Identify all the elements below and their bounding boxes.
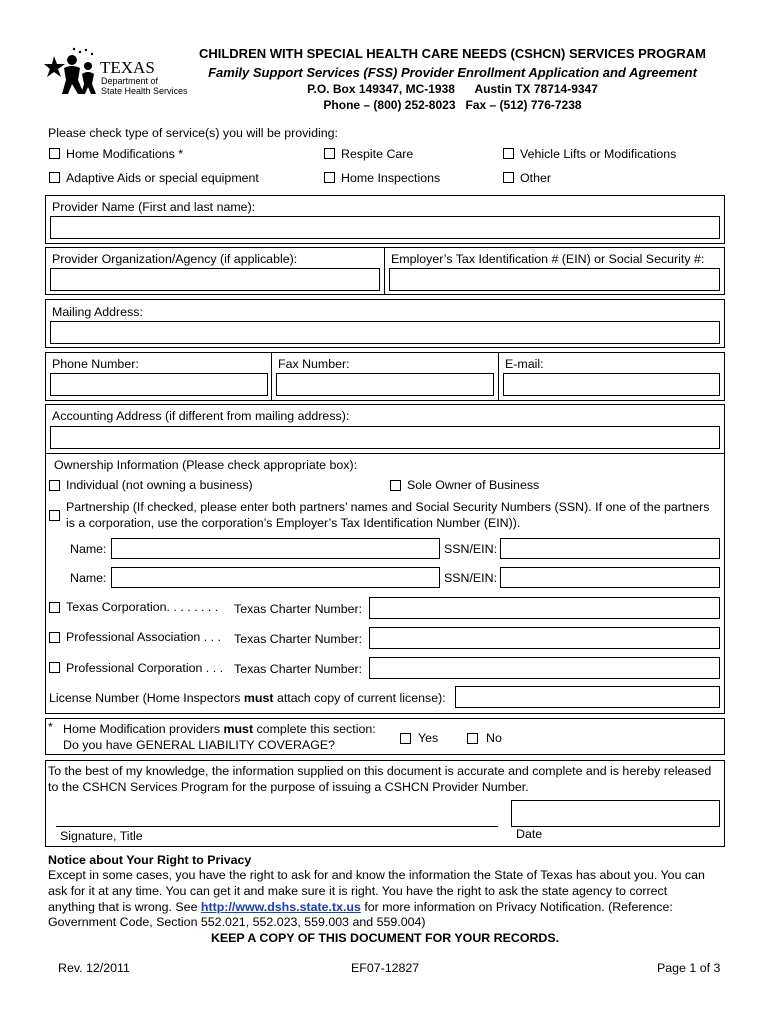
privacy-line3-pre: anything that is wrong. See <box>48 900 201 914</box>
home-inspections-checkbox[interactable] <box>324 172 335 183</box>
license-label-post: attach copy of current license): <box>273 691 446 705</box>
liability-line1 <box>63 722 376 736</box>
prof-assoc-charter-label: Texas Charter Number: <box>234 632 363 646</box>
phone-input[interactable] <box>50 373 268 396</box>
date-input[interactable] <box>511 800 720 827</box>
liability-line1-post: complete this section: <box>253 722 376 736</box>
program-address: P.O. Box 149347, MC-1938 Austin TX 78714-9347 <box>307 82 598 96</box>
contact-divider-1 <box>271 352 272 401</box>
provider-name-input[interactable] <box>50 216 720 239</box>
logo-dept-line1: Department of <box>101 76 159 86</box>
liability-question: Do you have GENERAL LIABILITY COVERAGE? <box>63 738 336 752</box>
partner2-name-label: Name: <box>70 571 107 585</box>
services-prompt: Please check type of service(s) you will be providing: <box>48 126 338 140</box>
sole-owner-checkbox[interactable] <box>390 480 401 491</box>
partnership-checkbox[interactable] <box>49 510 60 521</box>
liability-yes-checkbox[interactable] <box>400 733 411 744</box>
signature-label: Signature, Title <box>60 829 143 843</box>
fax-input[interactable] <box>276 373 494 396</box>
form-subtitle: Family Support Services (FSS) Provider Enrollment Application and Agreement <box>208 65 697 80</box>
footer-form-number: EF07-12827 <box>351 961 420 975</box>
partner1-ssn-input[interactable] <box>500 538 720 559</box>
keep-copy-notice: KEEP A COPY OF THIS DOCUMENT FOR YOUR RECORDS. <box>210 931 560 945</box>
privacy-heading: Notice about Your Right to Privacy <box>48 853 252 867</box>
home-inspections-label: Home Inspections <box>341 171 441 185</box>
other-label: Other <box>520 171 551 185</box>
partnership-text-1: Partnership (If checked, please enter both partners’ names and Social Security Numbers (SSN). If one of the partners <box>66 500 710 514</box>
liability-no-label: No <box>486 731 502 745</box>
partnership-text-2: is a corporation, use the corporation’s Employer’s Tax Identification Number (EIN)). <box>66 516 521 530</box>
partner2-ssn-input[interactable] <box>500 567 720 588</box>
ein-label: Employer’s Tax Identification # (EIN) or Social Security #: <box>391 252 705 266</box>
certification-line1: To the best of my knowledge, the information supplied on this document is accurate and complete and is hereby released <box>48 764 712 778</box>
privacy-line1: Except in some cases, you have the right to ask for and know the information the State of Texas has about you. You can <box>48 868 705 882</box>
accounting-address-input[interactable] <box>50 426 720 449</box>
privacy-line3 <box>48 900 673 914</box>
adaptive-aids-checkbox[interactable] <box>49 172 60 183</box>
vehicle-lifts-label: Vehicle Lifts or Modifications <box>520 147 677 161</box>
ownership-heading: Ownership Information (Please check appropriate box): <box>54 458 358 472</box>
form-title: CHILDREN WITH SPECIAL HEALTH CARE NEEDS (CSHCN) SERVICES PROGRAM <box>198 46 707 61</box>
program-phone: Phone – (800) 252-8023 Fax – (512) 776-7238 <box>323 98 582 112</box>
prof-corp-charter-label: Texas Charter Number: <box>234 662 363 676</box>
prof-corp-label: Professional Corporation . . . <box>66 661 224 675</box>
prof-assoc-label: Professional Association . . . <box>66 630 221 644</box>
email-input[interactable] <box>503 373 720 396</box>
license-number-input[interactable] <box>455 686 720 708</box>
dshs-logo <box>44 46 188 98</box>
prof-assoc-charter-input[interactable] <box>369 627 720 649</box>
respite-care-label: Respite Care <box>341 147 414 161</box>
logo-dept-line2: State Health Services <box>101 86 188 96</box>
prof-corp-checkbox[interactable] <box>49 662 60 673</box>
privacy-line3-post: for more information on Privacy Notification. (Reference: <box>360 900 673 914</box>
dshs-website-link[interactable]: http://www.dshs.state.tx.us <box>200 900 361 914</box>
partner2-ssn-label: SSN/EIN: <box>444 571 498 585</box>
texas-star-people-icon <box>44 46 100 98</box>
adaptive-aids-label: Adaptive Aids or special equipment <box>66 171 259 185</box>
liability-line1-must: must <box>223 722 254 736</box>
partner2-name-input[interactable] <box>111 567 440 588</box>
texas-corp-charter-label: Texas Charter Number: <box>234 602 363 616</box>
liability-line1-pre: Home Modification providers <box>63 722 224 736</box>
fax-label: Fax Number: <box>278 357 350 371</box>
footer-revision: Rev. 12/2011 <box>58 961 130 975</box>
prof-assoc-checkbox[interactable] <box>49 632 60 643</box>
sole-owner-label: Sole Owner of Business <box>407 478 540 492</box>
mailing-address-label: Mailing Address: <box>52 305 143 319</box>
prof-corp-charter-input[interactable] <box>369 657 720 679</box>
texas-corp-charter-input[interactable] <box>369 597 720 619</box>
liability-star: * <box>48 720 53 734</box>
privacy-line4: Government Code, Section 552.021, 552.023, 559.003 and 559.004) <box>48 915 426 929</box>
signature-line[interactable] <box>56 826 498 827</box>
partner1-name-input[interactable] <box>111 538 440 559</box>
partner1-name-label: Name: <box>70 542 107 556</box>
provider-org-label: Provider Organization/Agency (if applicable): <box>52 252 298 266</box>
provider-name-label: Provider Name (First and last name): <box>52 200 256 214</box>
individual-label: Individual (not owning a business) <box>66 478 253 492</box>
org-ein-divider <box>384 247 385 295</box>
provider-org-input[interactable] <box>50 268 380 291</box>
email-label: E-mail: <box>505 357 544 371</box>
accounting-address-label: Accounting Address (if different from mailing address): <box>52 409 350 423</box>
home-modifications-checkbox[interactable] <box>49 148 60 159</box>
license-label <box>49 691 446 705</box>
vehicle-lifts-checkbox[interactable] <box>503 148 514 159</box>
individual-checkbox[interactable] <box>49 480 60 491</box>
date-label: Date <box>516 827 543 841</box>
mailing-address-input[interactable] <box>50 321 720 344</box>
contact-divider-2 <box>498 352 499 401</box>
respite-care-checkbox[interactable] <box>324 148 335 159</box>
partner1-ssn-label: SSN/EIN: <box>444 542 498 556</box>
license-label-pre: License Number (Home Inspectors <box>49 691 244 705</box>
other-checkbox[interactable] <box>503 172 514 183</box>
license-label-must: must <box>243 691 274 705</box>
certification-line2: to the CSHCN Services Program for the purpose of issuing a CSHCN Provider Number. <box>48 780 529 794</box>
texas-corp-label: Texas Corporation. . . . . . . . <box>66 600 219 614</box>
footer-page-number: Page 1 of 3 <box>657 961 721 975</box>
privacy-line2: ask for it at any time. You can get it and make sure it is right. You have the right to ask the state agency to correct <box>48 884 668 898</box>
liability-yes-label: Yes <box>418 731 439 745</box>
liability-no-checkbox[interactable] <box>467 733 478 744</box>
phone-label: Phone Number: <box>52 357 139 371</box>
texas-corp-checkbox[interactable] <box>49 602 60 613</box>
ein-input[interactable] <box>389 268 720 291</box>
logo-texas-text: TEXAS <box>100 58 155 77</box>
home-modifications-label: Home Modifications * <box>66 147 184 161</box>
